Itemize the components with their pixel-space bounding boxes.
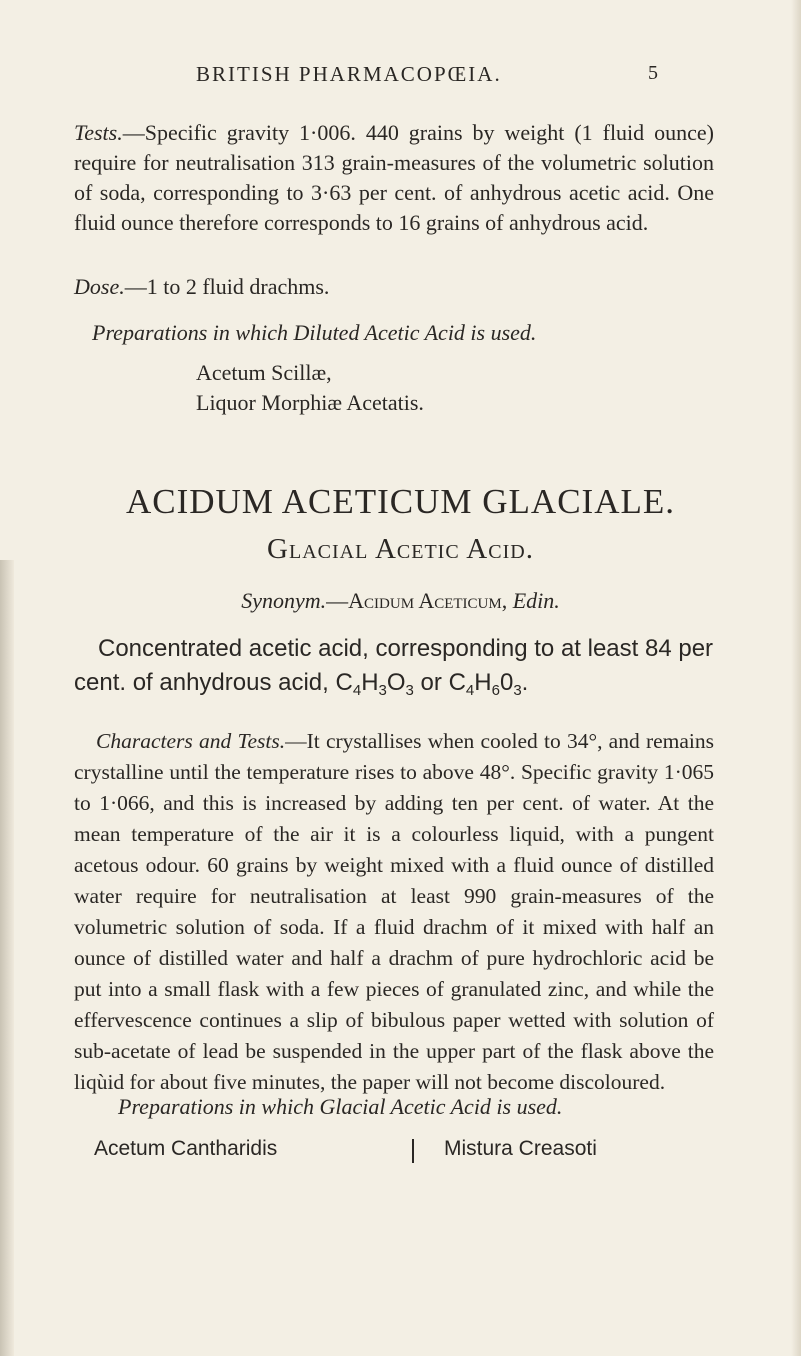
preparations-dilute-list [196,360,596,420]
formula-element: C [335,669,353,696]
formula-anhydrous-1 [335,669,414,699]
list-item: Acetum Cantharidis [94,1137,278,1160]
formula-subscript: 3 [513,682,522,699]
running-title: BRITISH PHARMACOPŒIA. [196,62,502,86]
sub-heading: Glacial Acetic Acid. [267,533,534,565]
formula-element: 0 [499,669,514,696]
list-item: Liquor Morphiæ Acetatis. [196,390,424,415]
running-header [0,62,801,92]
dose-label: Dose. [74,274,125,299]
list-item: Acetum Scillæ, [196,360,332,385]
characters-paragraph [74,726,714,1098]
description-text: Concentrated acetic acid, corresponding to at least 84 per cent. of anhydrous acid, [74,635,714,696]
page-edge-shadow [791,0,801,1356]
binding-shadow [0,560,14,1356]
characters-text: —It crystallises when cooled to 34°, and remains crystalline until the temperature rises to above 48°. Specific gravity 1·065 to 1·066, and this is increased by adding ten per cent. of water. At the mean temperature of the air it is a colourless liquid, with a pungent acetous odour. 60 grains by weight mixed with a fluid ounce of distilled water require for neutralisation at least 990 grain-measures of the volumetric solution of soda. If a fluid drachm of it mixed with half an ounce of distilled water and half a drachm of pure hydrochloric acid be put into a small flask with a few pieces of granulated zinc, and while the effervescence continues a slip of bibulous paper wetted with solution of sub-acetate of lead be suspended in the upper part of the flask above the liqùid for about five minutes, the paper will not become discoloured. [74,729,715,1094]
preparations-dilute-heading [74,318,712,348]
dose-text: —1 to 2 fluid drachms. [124,274,330,299]
synonym-label: Synonym. [241,588,327,613]
synonym-name: Acidum Aceticum, [348,588,508,613]
formula-element: C [448,669,466,696]
description-paragraph [74,632,724,700]
preparations-glacial-heading [74,1092,718,1122]
main-heading: ACIDUM ACETICUM GLACIALE. [125,482,675,521]
description-end: . [521,669,529,696]
formula-subscript: 6 [491,682,500,699]
synonym-line [0,588,801,614]
formula-element: H [474,669,492,696]
tests-label: Tests. [74,120,123,145]
formula-subscript: 4 [465,682,475,699]
page-number: 5 [648,62,658,84]
list-item: Mistura Creasoti [444,1137,597,1160]
characters-label: Characters and Tests. [96,729,286,753]
formula-anhydrous-2 [448,669,522,699]
tests-text: —Specific gravity 1·006. 440 grains by weight (1 fluid ounce) require for neutralisation 313 grain-measures of the volumetric solution of soda, corresponding to 3·63 per cent. of anhydrous acetic acid. One fluid ounce therefore corresponds to 16 grains of anhydrous acid. [74,120,714,235]
formula-element: O [386,669,406,696]
formula-subscript: 4 [352,682,362,699]
column-divider [412,1139,414,1163]
formula-or: or [413,669,449,696]
synonym-source: Edin. [512,588,560,613]
formula-subscript: 3 [405,682,414,699]
preparations-glacial-list [74,1137,714,1167]
preparations-glacial-heading-text: Preparations in which Glacial Acetic Acid is used. [118,1094,563,1119]
synonym-dash: — [326,588,349,613]
formula-element: H [361,669,379,696]
preparations-dilute-heading-text: Preparations in which Diluted Acetic Acid is used. [92,320,537,345]
tests-paragraph [74,118,714,238]
dose-paragraph [74,272,714,302]
formula-subscript: 3 [378,682,387,699]
